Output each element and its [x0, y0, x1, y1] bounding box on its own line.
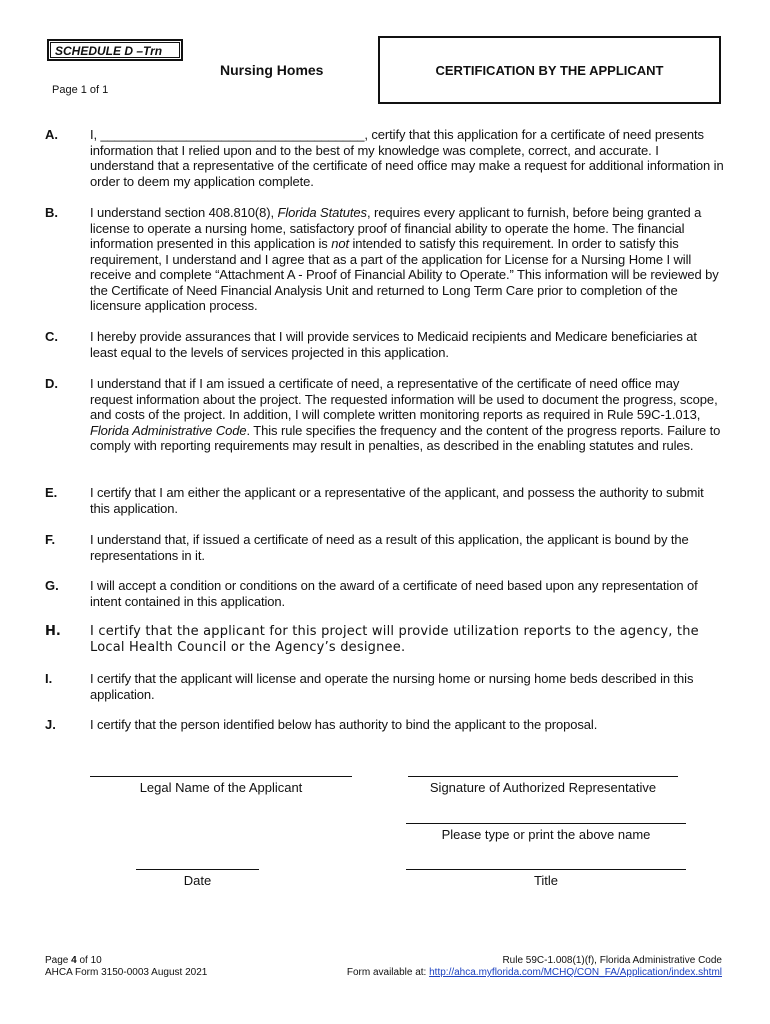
- item-letter: J.: [45, 717, 56, 732]
- item-letter: H.: [45, 624, 61, 639]
- code-citation: Florida Administrative Code: [90, 422, 247, 438]
- signature-label: Signature of Authorized Representative: [429, 780, 657, 795]
- footer-left: [45, 955, 207, 979]
- footer-availability: [347, 967, 722, 979]
- page-of-label: Page 1 of 1: [52, 84, 109, 96]
- item-text: [90, 205, 725, 314]
- signature-line: [406, 823, 686, 824]
- signature-line: [136, 869, 259, 870]
- item-text: I understand that, if issued a certificate of need as a result of this application, the applicant is bound by the representations in it.: [90, 532, 689, 563]
- item-letter: E.: [45, 485, 58, 500]
- item-letter: B.: [45, 205, 58, 220]
- item-text-part: I understand that if I am issued a certificate of need, a representative of the certificate of need office may request information about the project. The requested information will be used to document the progress, scope, and costs of the project. In addition, I will complete written monitoring reports as required in Rule 59C-1.013,: [90, 376, 718, 422]
- item-letter: I.: [45, 671, 53, 686]
- item-text: [90, 127, 725, 189]
- certification-title-box: [378, 36, 721, 104]
- item-letter: D.: [45, 376, 58, 391]
- item-text: I hereby provide assurances that I will provide services to Medicaid recipients and Medicare beneficiaries at least equal to the levels of services projected in this application.: [90, 329, 697, 360]
- footer-page-prefix: Page: [45, 955, 72, 966]
- statute-citation: Florida Statutes: [277, 205, 367, 220]
- legal-name-label: Legal Name of the Applicant: [139, 780, 303, 795]
- date-label: Date: [183, 873, 212, 888]
- item-text-part: , requires every applicant to furnish, before being granted a license to operate a nursing home, satisfactory proof of financial ability to operate the home. The financial information presented in this application is: [90, 205, 702, 251]
- item-text-part: I,: [90, 127, 101, 142]
- emphasis: not: [331, 236, 349, 251]
- title-label: Title: [533, 873, 559, 888]
- item-letter: F.: [45, 532, 56, 547]
- signature-line: [408, 776, 678, 777]
- item-text-part: . This rule specifies the frequency and the content of the progress reports. Failure to comply with reporting requirements may result in penalties, as described in the enabling statutes and rules.: [90, 422, 721, 453]
- item-text: I certify that the applicant for this project will provide utilization reports to the agency, the Local Health Council or the Agency’s designee.: [90, 624, 699, 655]
- schedule-label-box: [47, 39, 183, 61]
- print-name-field[interactable]: [406, 823, 686, 842]
- item-letter: A.: [45, 127, 58, 142]
- footer-page-number: 4: [71, 955, 77, 966]
- item-text: I will accept a condition or conditions on the award of a certificate of need based upon any representation of intent contained in this application.: [90, 578, 698, 609]
- signature-line: [406, 869, 686, 870]
- footer-available-label: Form available at:: [346, 967, 430, 978]
- footer-rule: Rule 59C-1.008(1)(f), Florida Administrative Code: [502, 955, 722, 966]
- footer-right: [347, 955, 722, 979]
- item-text: [90, 376, 725, 454]
- title-field[interactable]: [406, 869, 686, 888]
- footer-form-number: AHCA Form 3150-0003 August 2021: [45, 967, 208, 978]
- name-blank[interactable]: _____________________________________: [100, 127, 365, 142]
- print-name-label: Please type or print the above name: [441, 827, 651, 842]
- date-field[interactable]: [136, 869, 259, 888]
- legal-name-field[interactable]: [90, 776, 352, 795]
- item-text: I certify that the applicant will license and operate the nursing home or nursing home beds described in this application.: [90, 671, 694, 702]
- certification-title: CERTIFICATION BY THE APPLICANT: [435, 62, 664, 78]
- footer-page-total: of 10: [76, 955, 102, 966]
- item-text-part: I understand section 408.810(8),: [90, 205, 278, 220]
- form-title: Nursing Homes: [220, 62, 324, 78]
- item-letter: G.: [45, 578, 59, 593]
- signature-line: [90, 776, 352, 777]
- schedule-label: SCHEDULE D –Trn: [50, 42, 180, 58]
- footer-page: [45, 955, 207, 967]
- form-url-link[interactable]: http://ahca.myflorida.com/MCHQ/CON_FA/Application/index.shtml: [429, 967, 722, 978]
- item-text: I certify that the person identified below has authority to bind the applicant to the proposal.: [90, 717, 598, 732]
- item-letter: C.: [45, 329, 58, 344]
- signature-field[interactable]: [408, 776, 678, 795]
- item-text-part: intended to satisfy this requirement. In order to satisfy this requirement, I understand and I agree that as a part of the application for License for a Nursing Home I will receive and complete “Attachment A - Proof of Financial Ability to Operate.” This information will be reviewed by the Certificate of Need Financial Analysis Unit and returned to Long Term Care prior to completion of the licensure application process.: [90, 236, 719, 313]
- item-text: I certify that I am either the applicant or a representative of the applicant, and possess the authority to submit this application.: [90, 485, 704, 516]
- item-text-part: , certify that this application for a certificate of need presents information that I relied upon and to the best of my knowledge was complete, correct, and accurate. I understand that a representative of the certificate of need office may make a request for additional information in order to deem my application complete.: [90, 127, 724, 189]
